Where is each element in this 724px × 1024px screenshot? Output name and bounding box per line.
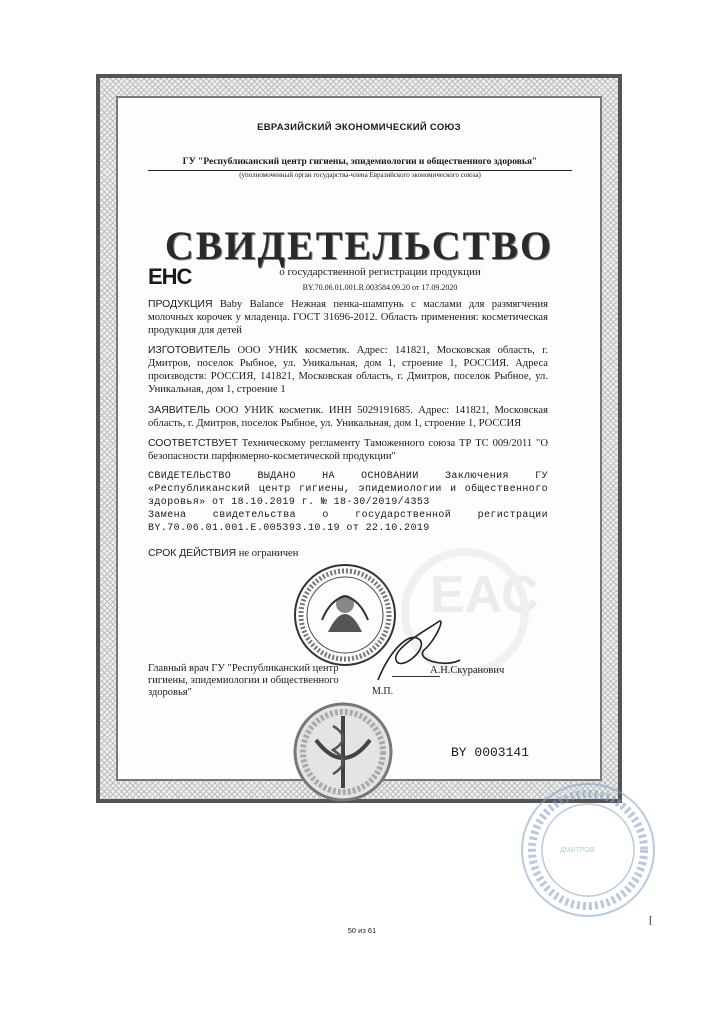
applicant-text: ООО УНИК косметик. ИНН 5029191685. Адрес: 141821, Московская область, г. Дмитров, поселок Рыбное, ул. Уникальная, дом 1, строение 1, РОССИЯ xyxy=(148,405,548,429)
basis-text: Заключения ГУ «Республиканский центр гигиены, эпидемиологии и общественного здоровья» от 18.10.2019 г. № 18-30/2019/4353 xyxy=(148,471,548,508)
conformity-text: Техническому регламенту Таможенного союза ТР ТС 009/2011 "О безопасности парфюмерно-косметической продукции" xyxy=(148,438,548,462)
faint-eac-watermark-icon xyxy=(405,552,539,672)
union-header: ЕВРАЗИЙСКИЙ ЭКОНОМИЧЕСКИЙ СОЮЗ xyxy=(257,122,461,133)
applicant-label: ЗАЯВИТЕЛЬ xyxy=(148,405,211,416)
product-text: Baby Balance Нежная пенка-шампунь с маслами для размягчения молочных корочек у младенца. ГОСТ 31696-2012. Область применения: косметическая продукция для детей xyxy=(148,299,548,336)
edge-mark: [ xyxy=(649,914,653,926)
medical-emblem-seal-icon xyxy=(295,704,391,800)
certificate-title: СВИДЕТЕЛЬСТВО xyxy=(164,223,554,268)
product-label: ПРОДУКЦИЯ xyxy=(148,299,213,310)
seal-place-mark: М.П. xyxy=(372,686,394,697)
issuer-name: ГУ "Республиканский центр гигиены, эпидемиологии и общественного здоровья" xyxy=(182,157,538,167)
issuer-note: (уполномоченный орган государства-члена Евразийского экономического союза) xyxy=(239,171,481,179)
replacement-text: Замена свидетельства о государственной регистрации BY.70.06.01.001.E.005393.10.19 от 22.10.2019 xyxy=(148,510,548,534)
signer-name: А.Н.Скуранович xyxy=(430,665,505,676)
certificate-subtitle: о государственной регистрации продукции xyxy=(279,266,481,278)
validity-text: не ограничен xyxy=(236,548,299,559)
manufacturer-label: ИЗГОТОВИТЕЛЬ xyxy=(148,345,231,356)
signature-line xyxy=(392,676,440,677)
svg-text:ДМИТРОВ: ДМИТРОВ xyxy=(560,847,595,854)
registration-number: BY.70.06.01.001.R.003584.09.20 от 17.09.2020 xyxy=(302,283,458,292)
conformity-label: СООТВЕТСТВУЕТ xyxy=(148,438,238,449)
signer-title: Главный врач ГУ "Республиканский центр гигиены, эпидемиологии и общественного здоровья" xyxy=(148,663,339,698)
manufacturer-text: ООО УНИК косметик. Адрес: 141821, Московская область, г. Дмитров, поселок Рыбное, ул. Уникальная, дом 1, строение 1, РОССИЯ. Адреса производств: РОССИЯ, 141821, Московская область, г. Дмитров, поселок Рыбное, ул. Уникальная, дом 1, строение 1 xyxy=(148,345,548,395)
page-number: 50 из 61 xyxy=(347,926,377,935)
validity-label: СРОК ДЕЙСТВИЯ xyxy=(148,548,237,559)
basis-label: СВИДЕТЕЛЬСТВО ВЫДАНО НА ОСНОВАНИИ xyxy=(148,471,419,482)
svg-text:ЕАС: ЕАС xyxy=(430,566,539,624)
official-seal-icon xyxy=(295,565,395,665)
eac-mark: ЕНС xyxy=(148,264,192,289)
serial-number: BY 0003141 xyxy=(451,745,530,760)
blue-round-stamp-icon xyxy=(522,784,654,916)
